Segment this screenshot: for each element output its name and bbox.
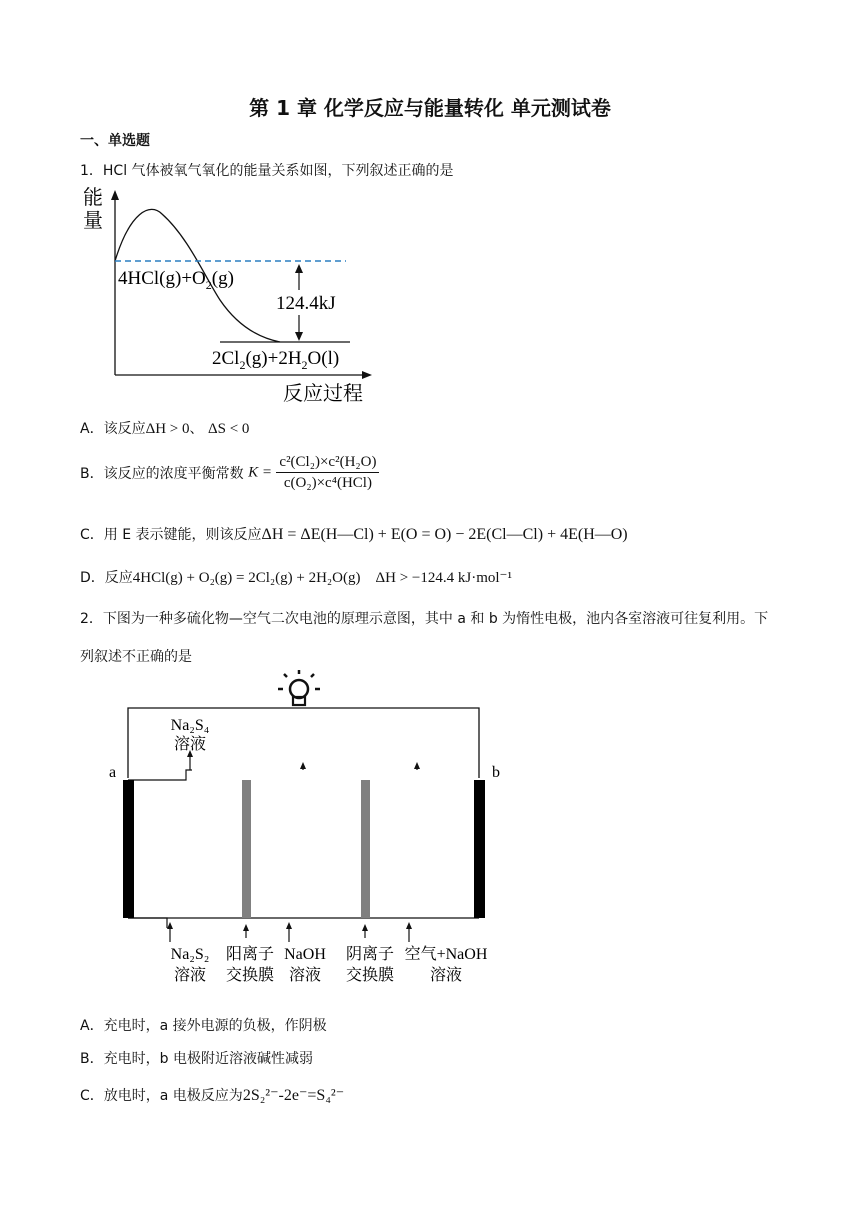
anion-exchange-membrane <box>361 780 370 918</box>
y-axis-label-2: 量 <box>83 208 103 232</box>
section-heading: 一、单选题 <box>80 133 150 149</box>
bottom-label-2-line-1: 阳离子 <box>225 944 275 963</box>
page-title: 第 1 章 化学反应与能量转化 单元测试卷 <box>249 96 611 120</box>
q1-option-c: C．用 E 表示键能，则该反应ΔH = ΔE(H—Cl) + E(O = O) − 2E(Cl—Cl) + 4E(H—O) <box>80 526 628 543</box>
top-outlet-label-2: 溶液 <box>173 734 207 753</box>
top-outlet-label-1: Na₂S₄ <box>170 717 210 734</box>
bottom-label-3-line-1: NaOH <box>284 946 326 963</box>
bottom-label-1-line-1: Na₂S₂ <box>170 946 210 963</box>
bottom-label-3-line-2: 溶液 <box>288 965 322 984</box>
membrane-pointer-2 <box>362 924 368 931</box>
bottom-label-1-line-2: 溶液 <box>173 965 207 984</box>
electrode-b <box>474 780 485 918</box>
delta-down-arrow-head <box>295 332 303 341</box>
q2-option-a: A．充电时，a 接外电源的负极，作阴极 <box>80 1018 327 1034</box>
energy-diagram <box>80 182 380 407</box>
x-axis-label: 反应过程 <box>283 381 363 405</box>
electrode-b-label: b <box>492 764 500 781</box>
bottom-label-2-line-2: 交换膜 <box>225 965 275 984</box>
bottom-label-5-line-1: 空气+NaOH <box>404 946 488 963</box>
inlet-arrow-1 <box>167 922 173 929</box>
reactants-label: $4HCl(g)+O_2(g)$ <box>118 268 234 292</box>
q2-option-c: C．放电时，a 电极反应为2S₂²⁻-2e⁻=S₄²⁻ <box>80 1087 345 1104</box>
question-1-stem: 1．HCl 气体被氧气氧化的能量关系如图，下列叙述正确的是 <box>80 163 454 179</box>
electrode-a-label: a <box>109 764 117 781</box>
products-label: $2Cl_2(g)+2H_2O(l)$ <box>212 348 340 372</box>
cell-top-wall <box>128 770 192 780</box>
equilibrium-constant-fraction: $\frac{\text{c²(Cl₂)×c²(H₂O)}}{\text{c(O₂)×c⁴(HCl)}}$ <box>276 454 379 492</box>
electrode-a <box>123 780 134 918</box>
x-axis-arrow <box>362 371 372 379</box>
inlet-arrow-2 <box>286 922 292 929</box>
bottom-label-4-line-1: 阴离子 <box>345 944 395 963</box>
q2-option-b: B．充电时，b 电极附近溶液碱性减弱 <box>80 1051 313 1067</box>
q1-option-b: B．该反应的浓度平衡常数 K = $\frac{\text{c²(Cl₂)×c²(H₂O)}}{\text{c(O₂)×c⁴(HCl)}}$ <box>80 454 379 492</box>
delta-up-arrow-head <box>295 264 303 273</box>
outlet-arrow-3 <box>414 762 420 769</box>
cell-bottom-wall <box>128 918 167 928</box>
battery-diagram <box>100 670 510 990</box>
y-axis-label-1: 能 <box>83 185 103 209</box>
bottom-label-4-line-2: 交换膜 <box>345 965 395 984</box>
y-axis-arrow <box>111 190 119 200</box>
q1-option-a: A．该反应ΔH > 0、 ΔS < 0 <box>80 421 250 437</box>
light-bulb-icon <box>278 670 320 705</box>
outlet-arrow-2 <box>300 762 306 769</box>
delta-energy-label: 124.4kJ <box>276 293 336 314</box>
cation-exchange-membrane <box>242 780 251 918</box>
bottom-label-5-line-2: 溶液 <box>429 965 463 984</box>
inlet-arrow-3 <box>406 922 412 929</box>
q1-option-d: D．反应4HCl(g) + O₂(g) = 2Cl₂(g) + 2H₂O(g) ΔH > −124.4 kJ·mol⁻¹ <box>80 570 512 586</box>
membrane-pointer-1 <box>243 924 249 931</box>
question-2-stem: 2．下图为一种多硫化物—空气二次电池的原理示意图，其中 a 和 b 为惰性电极，池内各室溶液可往复利用。下列叙述不正确的是 <box>80 611 769 665</box>
